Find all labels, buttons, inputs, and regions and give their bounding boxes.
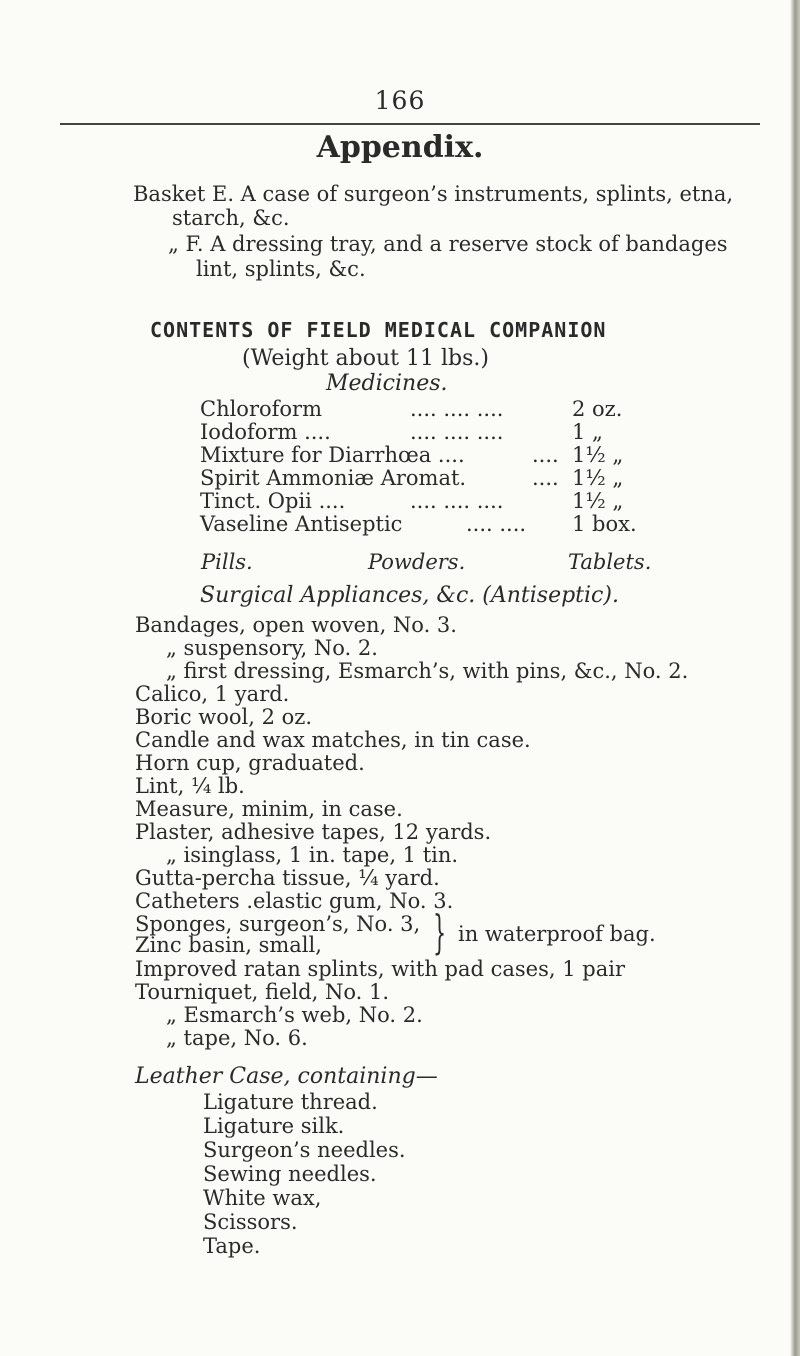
leader-dots: .... .... .... [410,489,504,513]
medicine-name: Vaseline Antiseptic [200,512,403,536]
medicine-name: Iodoform .... [200,420,331,444]
appliance-item: „ tape, No. 6. [166,1026,308,1050]
medicine-qty: 2 oz. [572,397,623,421]
appliance-item: Candle and wax matches, in tin case. [135,728,531,752]
medicine-name: Mixture for Diarrhœa .... [200,443,465,467]
medicines-heading: Medicines. [326,371,448,396]
medicine-qty: 1 box. [572,512,637,536]
appliance-item: Lint, ¼ lb. [135,774,245,798]
appliance-item: Measure, minim, in case. [135,797,403,821]
basket-f-line2: lint, splints, &c. [196,257,366,281]
appliance-item: Tourniquet, field, No. 1. [135,980,389,1004]
medicine-name: Chloroform [200,397,323,421]
basket-f-line1: „ F. A dressing tray, and a reserve stock of bandages [168,232,728,256]
basket-e-line1: Basket E. A case of surgeon’s instruments, splints, etna, [133,182,734,206]
medicine-qty: 1½ „ [572,466,624,490]
weight-note: (Weight about 11 lbs.) [242,346,489,371]
section-title: CONTENTS OF FIELD MEDICAL COMPANION [150,318,607,342]
appliances-heading: Surgical Appliances, &c. (Antiseptic). [200,583,619,608]
bag-item: Zinc basin, small, [135,933,322,957]
leather-item: Sewing needles. [203,1162,377,1186]
appliance-item: Bandages, open woven, No. 3. [135,613,457,637]
pills-label: Pills. [201,550,253,574]
appliance-item: Boric wool, 2 oz. [135,705,313,729]
leader-dots: .... .... [466,512,527,536]
appliance-item: „ Esmarch’s web, No. 2. [166,1003,423,1027]
header-rule [60,123,760,125]
leather-item: Ligature silk. [203,1114,345,1138]
medicine-name: Spirit Ammoniæ Aromat. [200,466,467,490]
medicine-qty: 1 „ [572,420,603,444]
powders-label: Powders. [368,550,466,574]
appliance-item: Catheters .elastic gum, No. 3. [135,889,454,913]
appliance-item: Plaster, adhesive tapes, 12 yards. [135,820,492,844]
appliance-item: Calico, 1 yard. [135,682,290,706]
appliance-item: Improved ratan splints, with pad cases, 1 pair [135,957,625,981]
tablets-label: Tablets. [568,550,652,574]
running-head: Appendix. [316,130,484,165]
leader-dots: .... .... .... [410,397,504,421]
page-number: 166 [374,86,426,115]
medicine-name: Tinct. Opii .... [200,489,346,513]
appliance-item: „ suspensory, No. 2. [166,636,378,660]
basket-e-line2: starch, &c. [172,206,290,230]
leather-item: Tape. [203,1234,261,1258]
leader-dots: .... [532,466,559,490]
leader-dots: .... [532,443,559,467]
page-edge-shadow [790,0,800,1356]
bag-item: Sponges, surgeon’s, No. 3, [135,912,421,936]
leader-dots: .... .... .... [410,420,504,444]
brace-symbol: } [433,905,447,959]
bag-note: in waterproof bag. [458,922,656,946]
leather-item: Surgeon’s needles. [203,1138,406,1162]
medicine-qty: 1½ „ [572,489,624,513]
medicine-qty: 1½ „ [572,443,624,467]
leather-item: White wax, [203,1186,322,1210]
appliance-item: „ first dressing, Esmarch’s, with pins, &c., No. 2. [166,659,689,683]
appliance-item: Horn cup, graduated. [135,751,365,775]
leather-item: Ligature thread. [203,1090,378,1114]
appliance-item: Gutta-percha tissue, ¼ yard. [135,866,440,890]
leather-heading: Leather Case, containing— [135,1064,438,1089]
appliance-item: „ isinglass, 1 in. tape, 1 tin. [166,843,459,867]
leather-item: Scissors. [203,1210,298,1234]
